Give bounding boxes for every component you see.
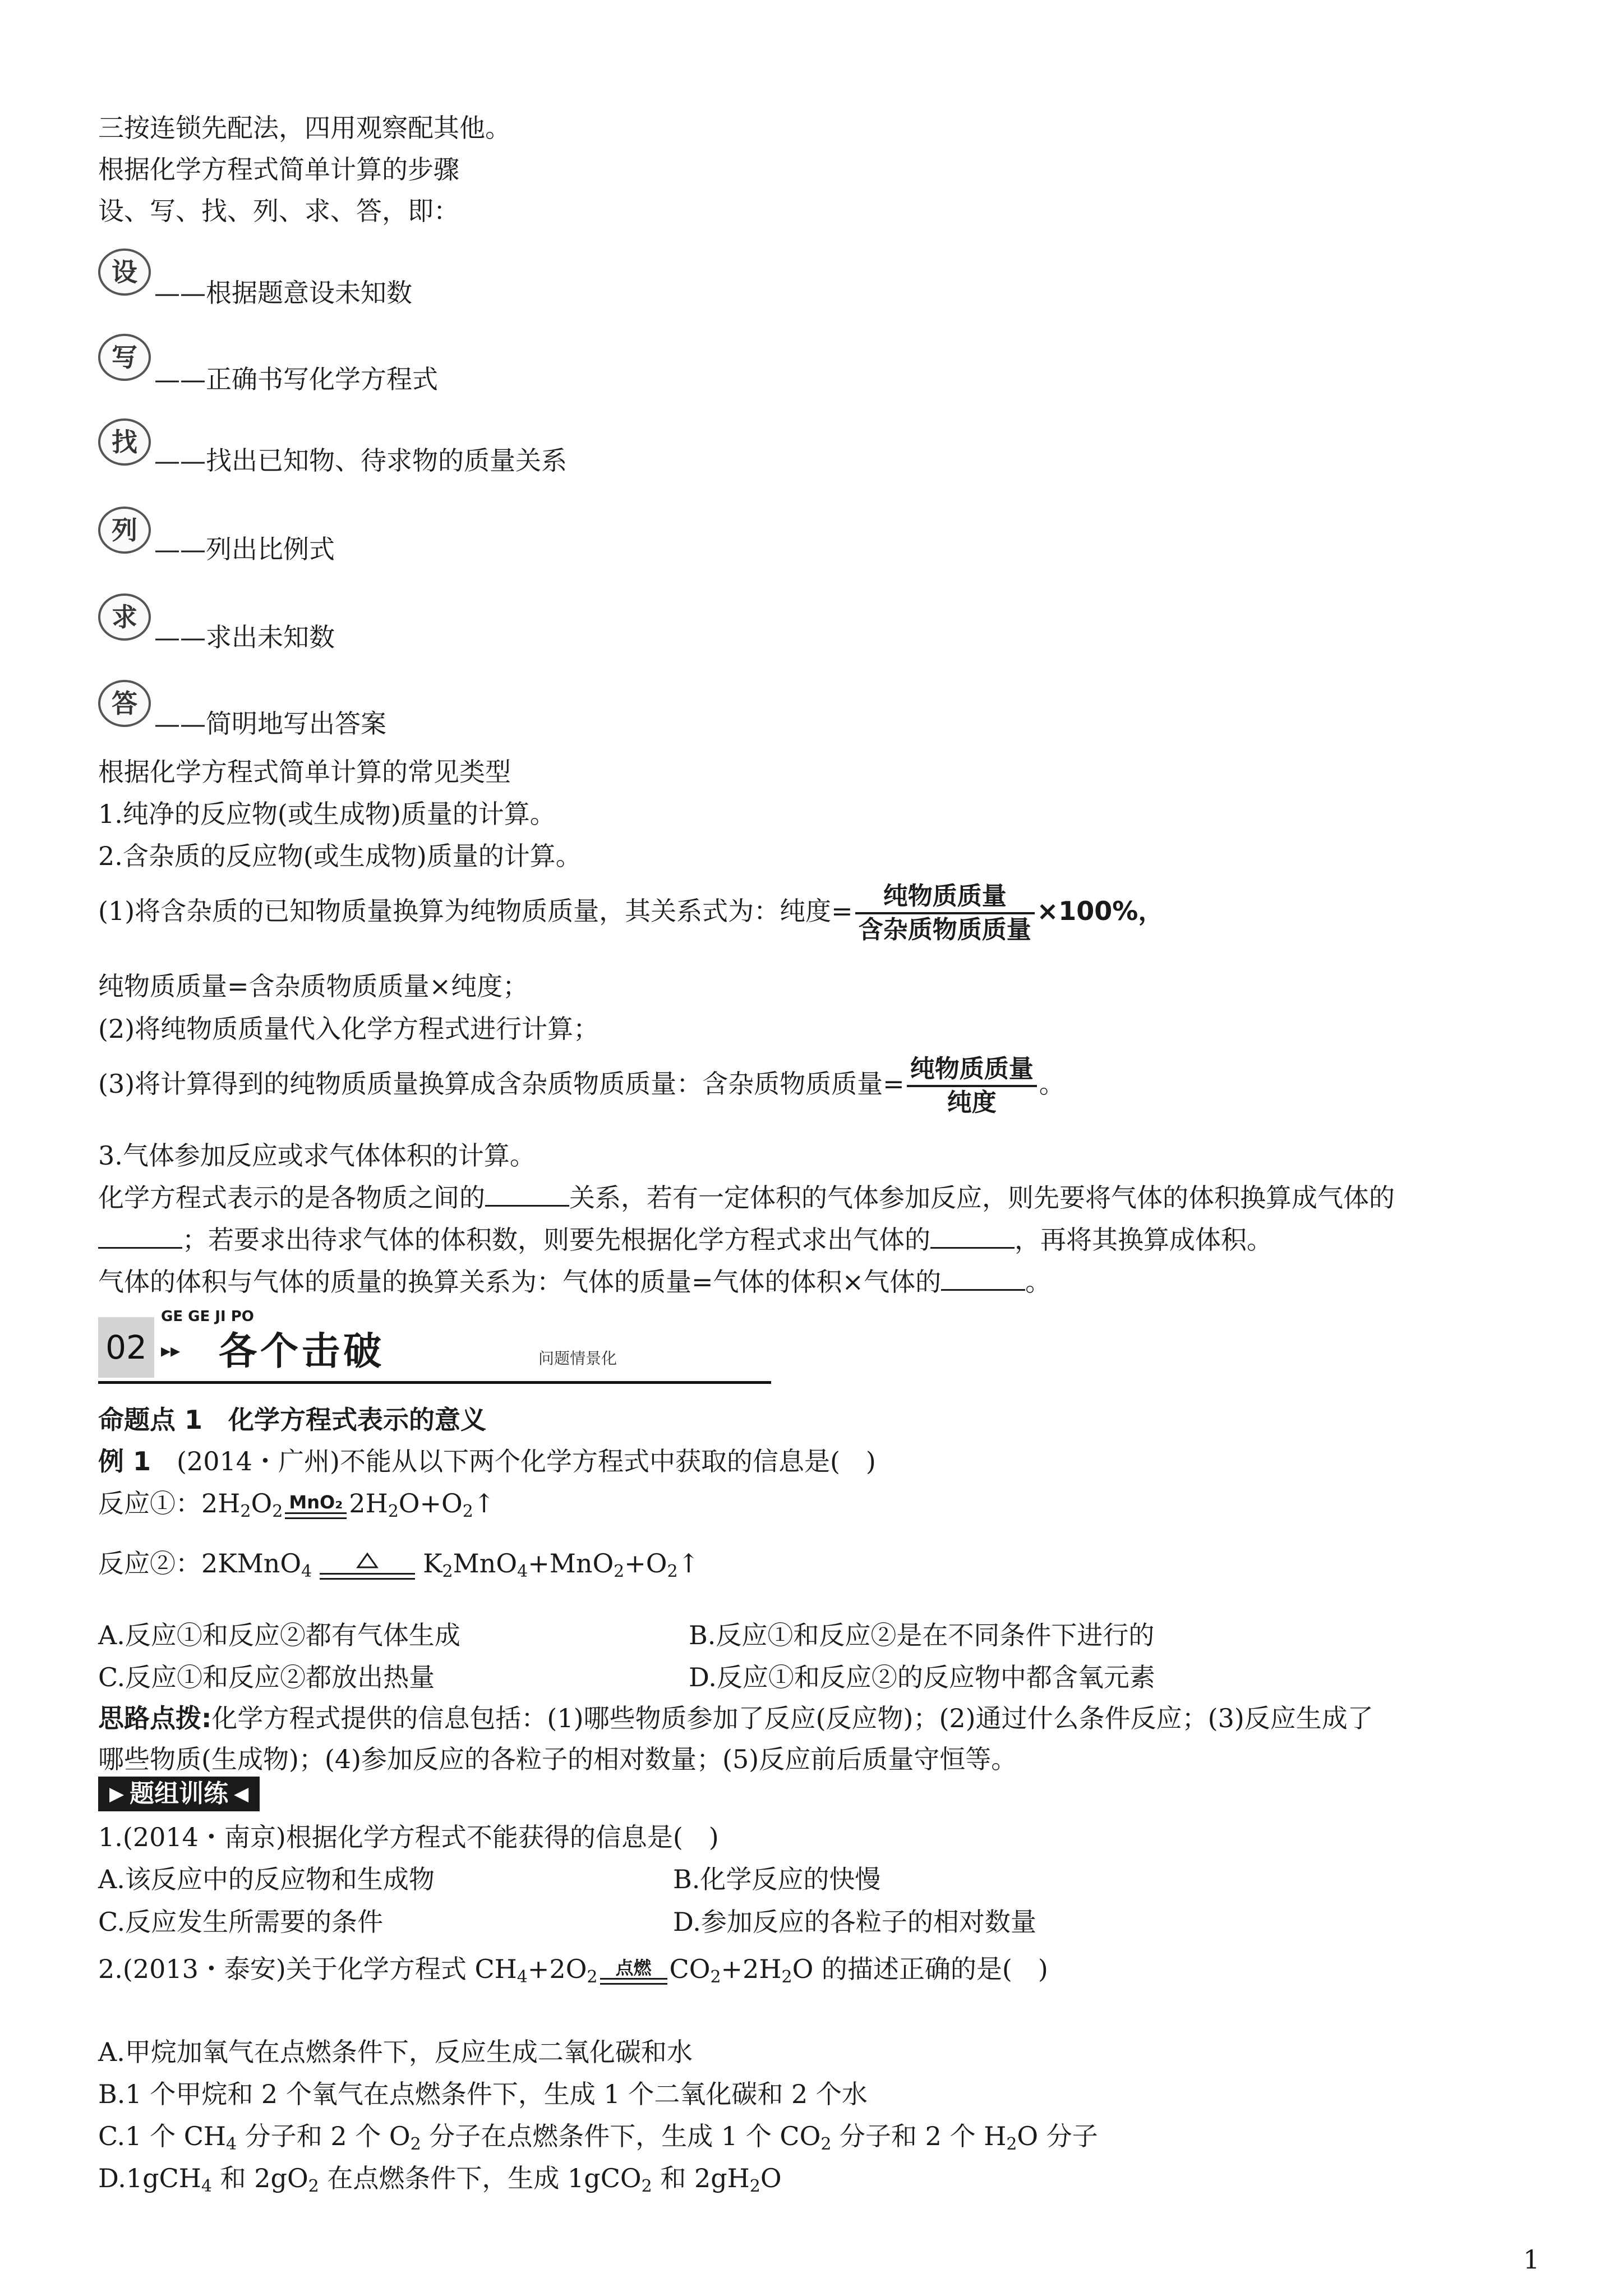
step-text: ——找出已知物、待求物的质量关系 xyxy=(154,445,567,476)
type-3: 3.气体参加反应或求气体体积的计算。 xyxy=(98,1140,536,1171)
fraction-numerator: 纯物质质量 xyxy=(855,881,1035,914)
section-divider xyxy=(98,1381,771,1384)
reaction-2: 反应②：2KMnO$_4$ $K_2MnO_4+MnO_2+O_2↑$ xyxy=(98,1548,700,1581)
step-icon-set: 设 xyxy=(98,249,151,296)
reaction-label: 反应②： xyxy=(98,1548,201,1579)
option-text: D.1gCH xyxy=(98,2163,201,2193)
type-2: 2.含杂质的反应物(或生成物)质量的计算。 xyxy=(98,841,582,871)
example-1 xyxy=(98,1440,876,1483)
purity-formula-line xyxy=(98,881,1164,946)
section-number: 02 xyxy=(98,1317,154,1378)
hint-line-2: 哪些物质(生成物)；(4)参加反应的各粒子的相对数量；(5)反应前后质量守恒等。 xyxy=(98,1744,1017,1774)
step-icon-write: 写 xyxy=(98,334,151,381)
steps-summary: 设、写、找、列、求、答，即： xyxy=(98,196,459,226)
option-b[interactable]: B.反应①和反应②是在不同条件下进行的 xyxy=(689,1620,1155,1650)
play-left-icon: ◀ xyxy=(234,1783,249,1805)
purity-fraction xyxy=(855,881,1035,946)
gas-text: ；若要求出待求气体的体积数，则要先根据化学方程式求出气体的 xyxy=(182,1225,930,1255)
step-icon-solve: 求 xyxy=(98,593,151,641)
steps-heading: 根据化学方程式简单计算的步骤 xyxy=(98,154,459,185)
option-text: 在点燃条件下，生成 1gCO xyxy=(319,2163,642,2193)
reaction-label: 反应①： xyxy=(98,1488,201,1519)
type-1: 1.纯净的反应物(或生成物)质量的计算。 xyxy=(98,799,556,829)
q1-option-d[interactable]: D.参加反应的各粒子的相对数量 xyxy=(673,1907,1036,1937)
impure-formula-line xyxy=(98,1053,1065,1119)
step-substitute: (2)将纯物质质量代入化学方程式进行计算； xyxy=(98,1014,600,1044)
option-text: 和 2gO xyxy=(211,2163,308,2193)
option-text: O 分子 xyxy=(1017,2121,1098,2151)
heat-triangle-icon xyxy=(320,1552,415,1573)
purity-formula-suffix: ×100%， xyxy=(1036,896,1164,926)
impure-formula-prefix: (3)将计算得到的纯物质质量换算成含杂质物质质量：含杂质物质质量= xyxy=(98,1069,905,1099)
step-text: ——求出未知数 xyxy=(154,622,335,652)
option-a[interactable]: A.反应①和反应②都有气体生成 xyxy=(98,1620,460,1650)
q1-option-a[interactable]: A.该反应中的反应物和生成物 xyxy=(98,1864,435,1894)
gas-arrow-icon: ↑ xyxy=(677,1548,700,1579)
reaction-condition xyxy=(320,1552,415,1580)
hint-line-1 xyxy=(98,1697,1373,1740)
fill-blank[interactable] xyxy=(485,1205,569,1207)
step-text: ——根据题意设未知数 xyxy=(154,278,412,308)
q1-option-c[interactable]: C.反应发生所需要的条件 xyxy=(98,1907,384,1937)
step-text: ——简明地写出答案 xyxy=(154,708,386,739)
step-text: ——列出比例式 xyxy=(154,534,335,564)
q2-option-d[interactable]: D.1gCH$_4$ 和 $2gO_2$ 在点燃条件下，生成 1gCO$_2$ 和 $2gH_2O$ xyxy=(98,2163,782,2196)
fraction-denominator: 含杂质物质质量 xyxy=(858,915,1031,944)
q2-prefix: 2.(2013・泰安)关于化学方程式 xyxy=(98,1954,475,1984)
q2-option-a[interactable]: A.甲烷加氧气在点燃条件下，反应生成二氧化碳和水 xyxy=(98,2037,693,2067)
drill-title: 题组训练 xyxy=(130,1779,229,1808)
q2-option-c[interactable]: C.1 个 $CH_4$ 分子和 2 个 $O_2$ 分子在点燃条件下，生成 1 个 $CO_2$ 分子和 2 个 $H_2O$ 分子 xyxy=(98,2121,1098,2154)
types-heading: 根据化学方程式简单计算的常见类型 xyxy=(98,757,511,787)
catalyst-label: MnO₂ xyxy=(289,1492,343,1513)
option-d[interactable]: D.反应①和反应②的反应物中都含氧元素 xyxy=(689,1662,1155,1692)
fraction-numerator: 纯物质质量 xyxy=(907,1053,1037,1087)
section-pinyin: GE GE JI PO xyxy=(161,1308,254,1325)
drill-question-2: 2.(2013・泰安)关于化学方程式 $CH_4+2O_2$ 点燃 $CO_2+2H_2O$ 的描述正确的是( ) xyxy=(98,1954,1048,1987)
step-icon-answer: 答 xyxy=(98,680,151,727)
option-text: C.1 个 CH xyxy=(98,2121,227,2151)
gas-line-3 xyxy=(98,1260,1051,1304)
option-text: O xyxy=(760,2163,782,2193)
double-arrow-icon: ▸▸ xyxy=(161,1340,181,1362)
option-c[interactable]: C.反应①和反应②都放出热量 xyxy=(98,1662,435,1692)
drill-question-1: 1.(2014・南京)根据化学方程式不能获得的信息是( ) xyxy=(98,1822,719,1852)
gas-line-2 xyxy=(98,1218,1272,1262)
impure-formula-suffix: 。 xyxy=(1039,1069,1065,1099)
impure-fraction xyxy=(907,1053,1037,1119)
gas-text: 化学方程式表示的是各物质之间的 xyxy=(98,1182,485,1213)
gas-arrow-icon: ↑ xyxy=(473,1488,495,1519)
gas-text: 关系，若有一定体积的气体参加反应，则先要将气体的体积换算成气体的 xyxy=(569,1182,1395,1213)
example-text: (2014・广州)不能从以下两个化学方程式中获取的信息是( ) xyxy=(151,1446,876,1476)
step-icon-list: 列 xyxy=(98,507,151,554)
gas-text: 。 xyxy=(1025,1267,1052,1297)
option-text: 分子和 2 个 O xyxy=(237,2121,411,2151)
intro-line-1: 三按连锁先配法，四用观察配其他。 xyxy=(98,113,511,143)
topic-heading: 命题点 1 化学方程式表示的意义 xyxy=(98,1405,487,1435)
reaction-condition xyxy=(285,1492,347,1519)
fill-blank[interactable] xyxy=(930,1247,1015,1249)
fill-blank[interactable] xyxy=(941,1289,1025,1291)
reaction-1: 反应①：$2H_2O_2$ MnO₂ $2H_2O+O_2↑$ xyxy=(98,1488,495,1521)
gas-text: ，再将其换算成体积。 xyxy=(1015,1225,1272,1255)
page-number: 1 xyxy=(1523,2244,1540,2275)
fill-blank[interactable] xyxy=(98,1247,182,1249)
q1-option-b[interactable]: B.化学反应的快慢 xyxy=(673,1864,881,1894)
reaction-condition xyxy=(600,1958,667,1985)
play-right-icon: ▶ xyxy=(109,1783,125,1805)
ignite-label: 点燃 xyxy=(615,1957,652,1978)
purity-relation: 纯物质质量=含杂质物质质量×纯度； xyxy=(98,971,529,1001)
section-subtitle: 问题情景化 xyxy=(538,1349,617,1368)
drill-tag xyxy=(98,1777,260,1811)
example-label: 例 1 xyxy=(98,1446,151,1476)
gas-line-1 xyxy=(98,1176,1395,1220)
option-text: 分子在点燃条件下，生成 1 个 CO xyxy=(421,2121,821,2151)
hint-label: 思路点拨: xyxy=(98,1703,212,1733)
fraction-denominator: 纯度 xyxy=(947,1088,997,1117)
step-icon-find: 找 xyxy=(98,418,151,466)
purity-formula-prefix: (1)将含杂质的已知物质量换算为纯物质质量，其关系式为：纯度= xyxy=(98,896,853,926)
hint-text: 化学方程式提供的信息包括：(1)哪些物质参加了反应(反应物)；(2)通过什么条件反应；(3)反应生成了 xyxy=(211,1703,1373,1733)
section-title: 各个击破 xyxy=(219,1329,385,1374)
option-text: 分子和 2 个 H xyxy=(831,2121,1007,2151)
drill-section-label xyxy=(98,1777,260,1811)
q2-option-b[interactable]: B.1 个甲烷和 2 个氧气在点燃条件下，生成 1 个二氧化碳和 2 个水 xyxy=(98,2079,868,2109)
step-text: ——正确书写化学方程式 xyxy=(154,364,438,394)
q2-suffix: 的描述正确的是( ) xyxy=(813,1954,1048,1984)
gas-text: 气体的体积与气体的质量的换算关系为：气体的质量=气体的体积×气体的 xyxy=(98,1267,942,1297)
section-header xyxy=(98,1307,771,1388)
option-text: 和 2gH xyxy=(652,2163,750,2193)
